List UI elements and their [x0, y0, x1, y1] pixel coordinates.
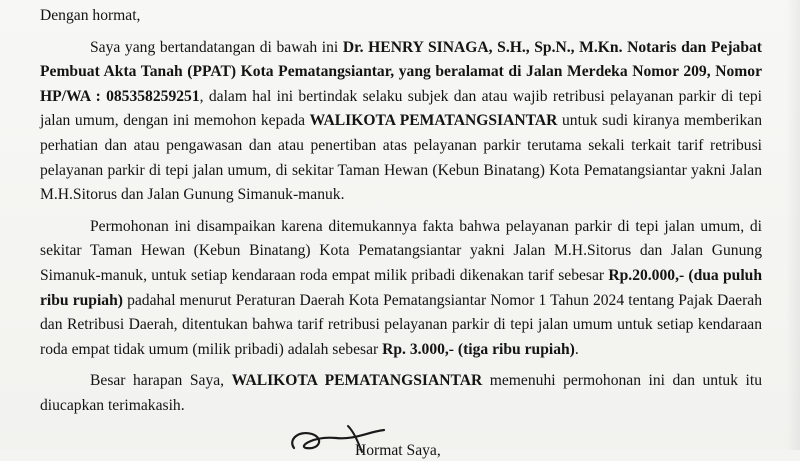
paragraph-facts — [40, 215, 762, 363]
paragraph-hope-text-1: Besar harapan Saya, — [90, 372, 232, 390]
letter-body — [40, 4, 762, 426]
closing-block — [355, 441, 441, 461]
addressee-mayor: WALIKOTA PEMATANGSIANTAR — [309, 112, 558, 130]
paragraph-request — [40, 36, 762, 208]
page-edge-shadow — [786, 0, 800, 450]
paragraph-facts-text-3: . — [574, 340, 579, 358]
paragraph-request-text-1: Saya yang bertandatangan di bawah ini — [90, 38, 343, 56]
paragraph-facts-text-2: padahal menurut Peraturan Daerah Kota Pematangsiantar Nomor 1 Tahun 2024 tentang Pajak Daerah dan Retribusi Daerah, ditentukan bahwa tarif retribusi pelayanan parkir di tepi jalan umum untuk setiap kendaraan roda empat tidak umum (milik pribadi) adalah sebesar — [40, 291, 763, 358]
greeting: Dengan hormat, — [40, 7, 141, 24]
official-fee: Rp. 3.000,- (tiga ribu rupiah) — [382, 340, 575, 358]
paragraph-request-text-3: untuk sudi kiranya memberikan perhatian dan atau pengawasan dan atau penertiban atas pelayanan parkir terutama sekali terkait tarif retribusi pelayanan parkir di tepi jalan umum, di sekitar Taman Hewan (Kebun Binatang) Kota Pematangsiantar yakni Jalan M.H.Sitorus dan Jalan Gunung Simanuk-manuk. — [40, 112, 762, 204]
charged-fee: Rp.20.000,- (dua puluh ribu rupiah) — [40, 266, 762, 309]
closing-salutation: Hormat Saya, — [355, 442, 441, 459]
paragraph-hope-text-2: memenuhi permohonan ini dan untuk itu diucapkan terimakasih. — [40, 372, 762, 414]
paragraph-hope — [40, 369, 762, 418]
addressee-mayor-closing: WALIKOTA PEMATANGSIANTAR — [231, 372, 483, 390]
applicant-identity: Dr. HENRY SINAGA, S.H., Sp.N., M.Kn. Notaris dan Pejabat Pembuat Akta Tanah (PPAT) Kota Pematangsiantar, yang beralamat di Jalan Merdeka Nomor 209, Nomor HP/WA : 085358259251 — [40, 38, 762, 105]
paragraph-facts-text-1: Permohonan ini disampaikan karena ditemukannya fakta bahwa pelayanan parkir di tepi jalan umum, di sekitar Taman Hewan (Kebun Binatang) Kota Pematangsiantar yakni Jalan M.H.Sitorus dan Jalan Gunung Simanuk-manuk, untuk setiap kendaraan roda empat milik pribadi dikenakan tarif sebesar — [40, 217, 762, 284]
paragraph-request-text-2: , dalam hal ini bertindak selaku subjek dan atau wajib retribusi pelayanan parkir di tepi jalan umum, dengan ini memohon kepada — [40, 87, 762, 130]
